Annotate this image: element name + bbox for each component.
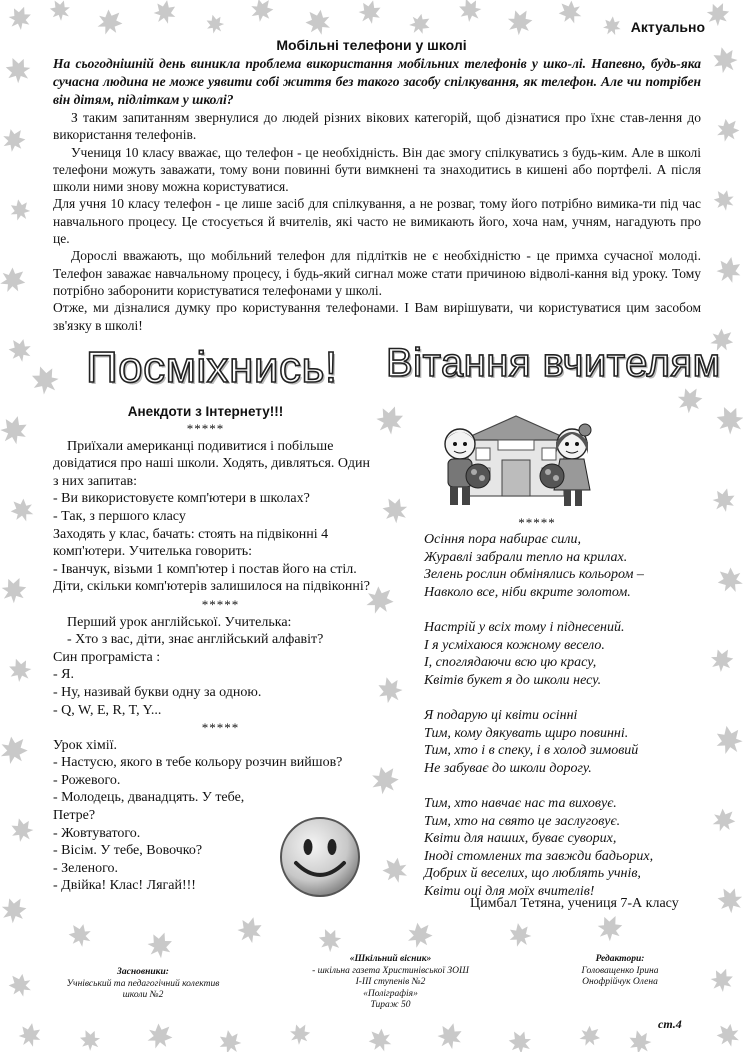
article-intro: На сьогоднішній день виникла проблема використання мобільних телефонів у шко-лі. Напевно, будь-яка сучасна людина не може уявити собі життя без такого засобу спілкування, як телефон. Але чи потрібен він дітям, підліткам у школі? <box>53 56 701 107</box>
joke-line: Заходять у клас, бачать: стоять на підвіконні 4 комп'ютери. Учителька говорить: <box>53 526 329 560</box>
paper-line: І-ІІІ ступенів №2 <box>355 977 426 987</box>
poem-line: Квіти оці для моїх вчителів! <box>424 883 595 899</box>
poem-line: Настрій у всіх тому і піднесений. <box>424 619 625 635</box>
founders-title: Засновники: <box>117 967 169 977</box>
joke-line: - Так, з першого класу <box>53 508 186 524</box>
poem-line: Зелень рослин обмінялись кольором – <box>424 567 644 583</box>
joke-line: - Настусю, якого в тебе кольору розчин вийшов? <box>53 755 343 771</box>
page-number: ст.4 <box>658 1017 682 1031</box>
poem-line: Квіти для наших, буває суворих, <box>424 831 617 847</box>
footer-paper <box>303 954 478 1012</box>
joke-line: Приїхали американці подивитися і побільше довідатися про наші школи. Ходять, дивляться. Один з них запитав: <box>53 438 370 489</box>
joke-line: - Жовтуватого. <box>53 825 141 841</box>
joke-line: - Ви використовуєте комп'ютери в школах? <box>53 491 310 507</box>
separator: ***** <box>201 720 240 736</box>
paper-title: «Шкільний вісник» <box>349 954 432 964</box>
jokes-title: Анекдоти з Інтернету!!! <box>127 404 284 419</box>
poem-line: Квітів букет я до школи несу. <box>424 672 602 688</box>
poem-line: Осіння пора набирає сили, <box>424 532 582 547</box>
poem-line: Тим, хто навчає нас та виховує. <box>424 795 617 811</box>
poem-line: Тим, кому дякувать щиро повинні. <box>424 725 629 741</box>
school-kids-picture <box>438 410 594 510</box>
poem-line: Навколо все, ніби вкрите золотом. <box>424 584 631 600</box>
article-paragraph: Дорослі вважають, що мобільний телефон для підлітків не є необхідністю - це примха сучасної молоді. Телефон заважає навчальному процесу, і будь-який сигнал може стати причиною відволі-кання від уроку. Тому потрібно заборонити користуватися телефонами у школі. <box>53 248 701 298</box>
separator: ***** <box>518 515 556 530</box>
joke-line: Перший урок англійської. Учителька: <box>67 614 292 630</box>
poem-line: І я усміхаюся кожному весело. <box>424 637 605 653</box>
poem-stanza <box>424 531 704 601</box>
article-paragraph: Для учня 10 класу телефон - це лише засіб для спілкування, а не розваг, тому його потрібно вимика-ти під час навчального процесу. Це стосується й вчителів, які часто не вимикають його, хоча нам, учням, нагадують про це. <box>53 196 701 247</box>
joke-line: - Молодець, дванадцять. У тебе, <box>53 790 245 806</box>
founders-text: Учнівський та педагогічний колектив школи №2 <box>66 978 220 1000</box>
paper-line: Тираж 50 <box>370 1000 411 1010</box>
poem-line: Журавлі забрали тепло на крилах. <box>424 549 628 565</box>
poem-line: Добрих й веселих, що люблять учнів, <box>424 866 641 882</box>
paper-line: «Поліграфія» <box>363 988 418 999</box>
poem-stanza <box>424 619 704 689</box>
article-paragraph: З таким запитанням звернулися до людей різних вікових категорій, щоб дізнатися про їхнє став-лення до використання телефонів. <box>53 110 701 143</box>
joke-line: - Ну, називай букви одну за одною. <box>53 684 262 700</box>
separator: ***** <box>186 421 225 436</box>
article-title: Мобільні телефони у школі <box>276 37 467 53</box>
joke-line: - Іванчук, візьми 1 комп'ютер і постав його на стіл. Діти, скільки комп'ютерів залишилося на підвіконні? <box>53 561 370 595</box>
footer-founders <box>58 967 228 1002</box>
poem-line: Тим, хто і в спеку, і в холод зимовий <box>424 743 639 759</box>
joke-line: Урок хімії. <box>53 737 118 753</box>
paper-line: - шкільна газета Христинівської ЗОШ <box>312 965 469 976</box>
heading-teachers: Вітання вчителям <box>386 341 721 385</box>
joke-line: - Зеленого. <box>53 860 118 876</box>
joke-line: - Двійка! Клас! Лягай!!! <box>53 878 196 894</box>
poem-author: Цимбал Тетяна, учениця 7-А класу <box>470 896 679 911</box>
joke-line: - Хто з вас, діти, знає англійський алфавіт? <box>67 632 324 648</box>
editor-name: Онофрійчук Олена <box>582 977 658 987</box>
editors-title: Редактори: <box>595 954 645 964</box>
section-rubric: Актуально <box>630 19 705 35</box>
poem-line: Тим, хто на свято це заслуговує. <box>424 813 621 829</box>
poem-stanza <box>424 795 704 901</box>
article-body <box>53 109 701 334</box>
separator: ***** <box>201 596 240 612</box>
poem-line: І, споглядаючи всю цю красу, <box>424 655 597 671</box>
footer-editors <box>560 954 680 989</box>
article-paragraph: Отже, ми дізналися думку про користування телефонами. І Вам вирішувати, чи користуватися цим засобом зв'язку в школі! <box>53 300 701 333</box>
joke-line: Петре? <box>53 808 96 824</box>
heading-smile: Посміхнись! <box>86 343 338 392</box>
poem-line: Не забуває до школи дорогу. <box>424 760 592 776</box>
joke-line: - Q, W, E, R, T, Y... <box>53 702 162 718</box>
article-paragraph: Учениця 10 класу вважає, що телефон - це необхідність. Він дає змогу спілкуватись з будь-ким. Але в школі телефони можуть заважати, тому вони повинні бути вимкнені та знаходитись в кишені або портфелі. А після школи ними знову можна користуватися. <box>53 144 701 195</box>
joke-line: - Рожевого. <box>53 772 121 788</box>
poem-stanza <box>424 707 704 777</box>
joke-line: - Вісім. У тебе, Вовочко? <box>53 843 203 859</box>
poem-line: Я подарую ці квіти осінні <box>424 707 578 723</box>
joke-line: Син програміста : <box>53 649 161 665</box>
smiley-icon <box>278 815 362 899</box>
joke-line: - Я. <box>53 667 74 683</box>
poem <box>424 531 704 900</box>
poem-line: Іноді стомлених та завжди бадьорих, <box>424 848 654 864</box>
editor-name: Головащенко Ірина <box>581 965 659 976</box>
